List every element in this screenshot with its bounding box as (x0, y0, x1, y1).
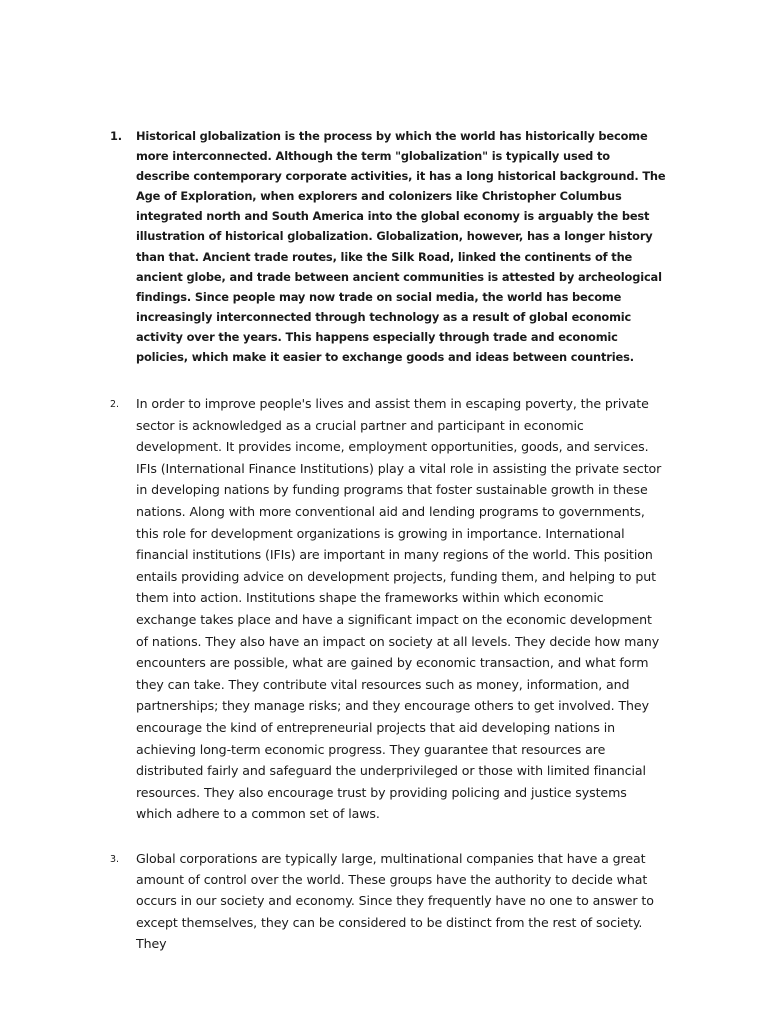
paragraph-private-sector-ifis: In order to improve people's lives and assist them in escaping poverty, the private sector is acknowledged as a crucial partner and participant in economic development. It provides income, employment opportunities, goods, and services. IFIs (International Finance Institutions) play a vital role in assisting the private sector in developing nations by funding programs that foster sustainable growth in these nations. Along with more conventional aid and lending programs to governments, this role for development organizations is growing in importance. International financial institutions (IFIs) are important in many regions of the world. This position entails providing advice on development projects, funding them, and helping to put them into action. Institutions shape the frameworks within which economic exchange takes place and have a significant impact on the economic development of nations. They also have an impact on society at all levels. They decide how many encounters are possible, what are gained by economic transaction, and what form they can take. They contribute vital resources such as money, information, and partnerships; they manage risks; and they encourage others to get involved. They encourage the kind of entrepreneurial projects that aid developing nations in achieving long-term economic progress. They guarantee that resources are distributed fairly and safeguard the underprivileged or those with limited financial resources. They also encourage trust by providing policing and justice systems which adhere to a common set of laws. (136, 396, 662, 822)
paragraph-historical-globalization: Historical globalization is the process by which the world has historically become more interconnected. Although the term "globalization" is typically used to describe contemporary corporate activities, it has a long historical background. The Age of Exploration, when explorers and colonizers like Christopher Columbus integrated north and South America into the global economy is arguably the best illustration of historical globalization. Globalization, however, has a longer history than that. Ancient trade routes, like the Silk Road, linked the continents of the ancient globe, and trade between ancient communities is attested by archeological findings. Since people may now trade on social media, the world has become increasingly interconnected through technology as a result of global economic activity over the years. This happens especially through trade and economic policies, which make it easier to exchange goods and ideas between countries. (136, 129, 666, 365)
list-number-1: 1. (110, 129, 122, 143)
list-number-3: 3. (110, 854, 120, 865)
paragraph-global-corporations: Global corporations are typically large, multinational companies that have a great amount of control over the world. These groups have the authority to decide what occurs in our society and economy. Since they frequently have no one to answer to except themselves, they can be considered to be distinct from the rest of society. They (136, 851, 654, 951)
list-number-2: 2. (110, 399, 120, 410)
